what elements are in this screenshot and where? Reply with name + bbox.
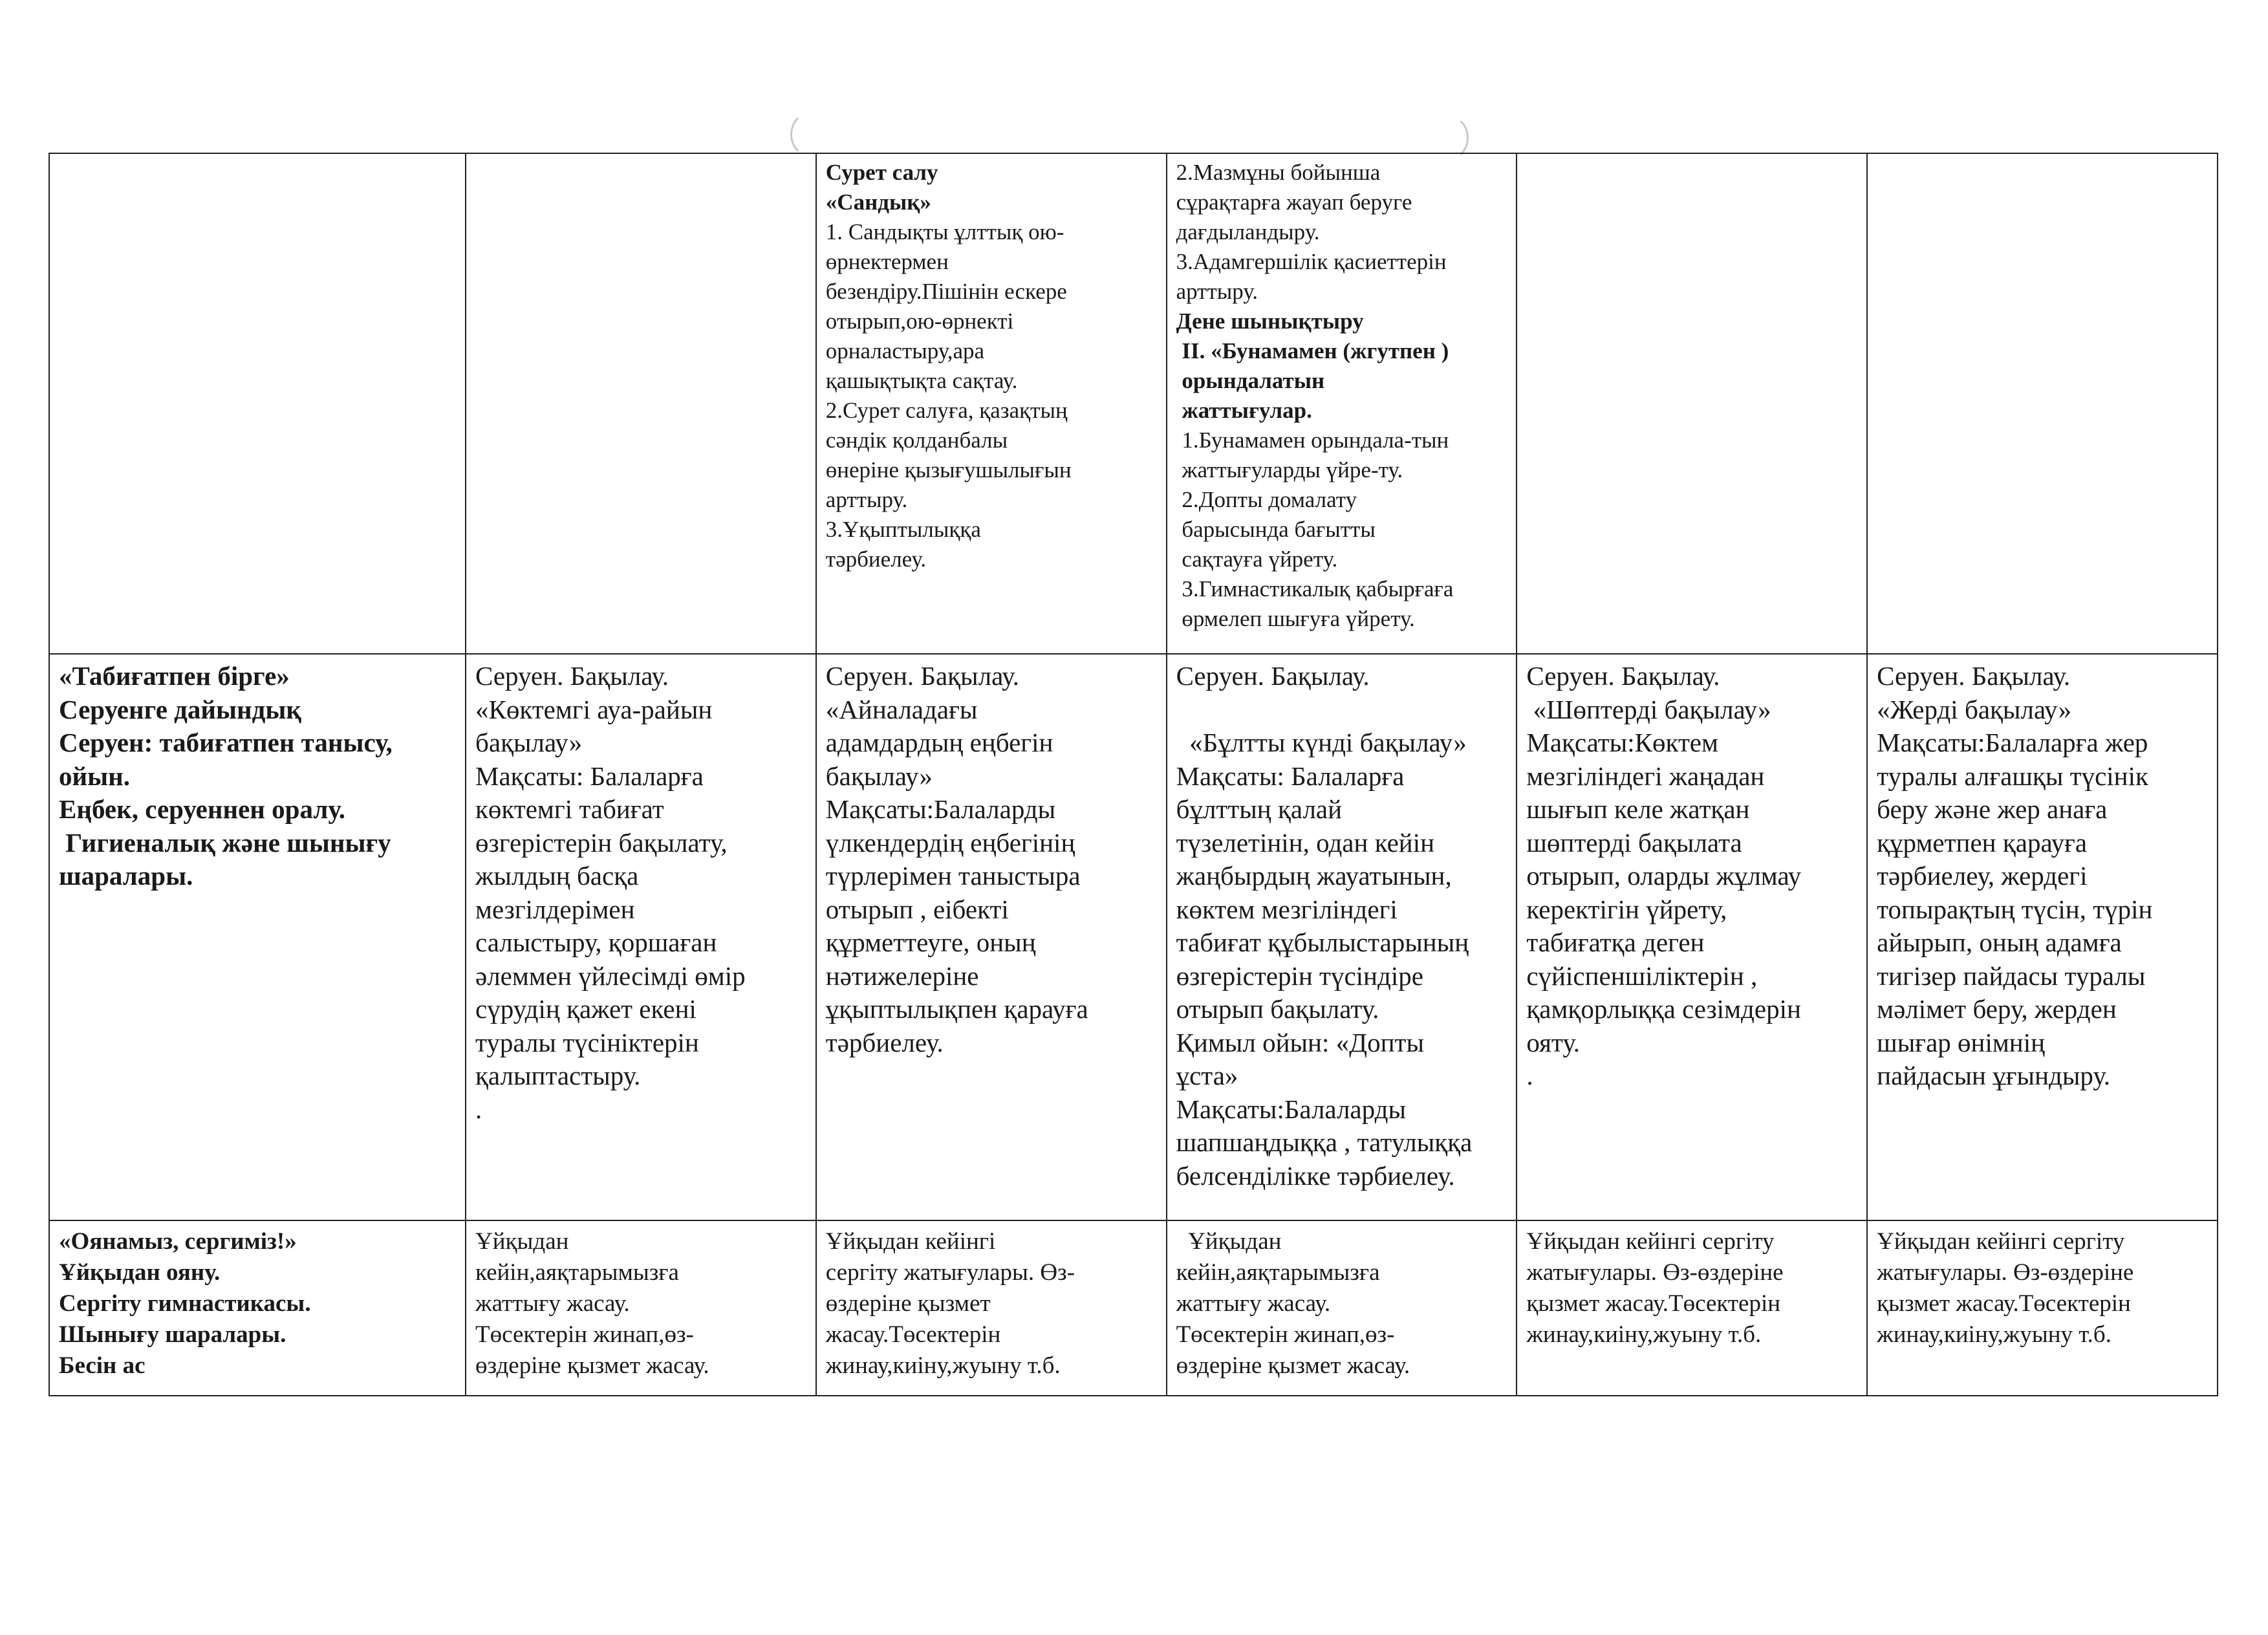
cell-text-line: мезгіліндегі жаңадан: [1526, 761, 1765, 791]
cell-text-line: отырып, оларды жұлмау: [1526, 861, 1802, 891]
cell-text-line: мәлімет беру, жерден: [1877, 994, 2117, 1024]
cell-text-line: отырып , еібекті: [825, 894, 1009, 924]
cell-text-line: «Шөптерді бақылау»: [1526, 694, 1771, 724]
cell-text-line: арттыру.: [825, 487, 908, 512]
cell-text-line: 2.Сурет салуға, қазақтың: [825, 398, 1068, 423]
cell-text-line: салыстыру, қоршаған: [475, 927, 717, 957]
cell-text-line: сүрудің қажет екені: [475, 994, 697, 1024]
cell-text-line: жаттығуларды үйре-ту.: [1176, 457, 1403, 482]
table-cell: [816, 153, 1167, 654]
cell-text-line: .: [475, 1094, 482, 1124]
cell-text-line: Төсектерін жинап,өз-: [475, 1321, 694, 1348]
cell-text-line: арттыру.: [1176, 279, 1258, 304]
cell-text-line: өздеріне қызмет жасау.: [1176, 1352, 1410, 1379]
cell-text-line: Ұйқыдан кейінгі сергіту: [1877, 1228, 2125, 1255]
cell-text-line: «Бұлтты күнді бақылау»: [1176, 728, 1467, 757]
cell-text-line: Серуенге дайындық: [59, 694, 302, 724]
cell-text-line: Мақсаты:Балаларды: [1176, 1094, 1406, 1124]
cell-text-line: жатығулары. Өз-өздеріне: [1877, 1259, 2134, 1286]
cell-text-line: өрмелеп шығуға үйрету.: [1176, 606, 1415, 631]
cell-text-line: барысында бағытты: [1176, 517, 1376, 542]
cell-text-line: .: [1526, 1061, 1533, 1090]
cell-text-line: 2.Допты домалату: [1176, 487, 1357, 512]
cell-text-line: бақылау»: [825, 761, 933, 791]
cell-text-line: өзгерістерін түсіндіре: [1176, 960, 1423, 991]
cell-text-line: ояту.: [1526, 1027, 1580, 1057]
cell-text-line: жинау,киіну,жуыну т.б.: [1526, 1321, 1762, 1348]
cell-text-line: Серуен. Бақылау.: [1877, 661, 2071, 691]
cell-text-line: Серуен. Бақылау.: [1526, 661, 1720, 691]
cell-text-line: Қимыл ойын: «Допты: [1176, 1027, 1425, 1057]
cell-text-line: бұлттың қалай: [1176, 794, 1343, 824]
cell-text-line: Серуен: табиғатпен танысу,: [59, 728, 393, 757]
punch-hole-mark-left: [790, 110, 839, 159]
cell-text-line: дағдыландыру.: [1176, 219, 1320, 244]
cell-text-line: Серуен. Бақылау.: [475, 661, 669, 691]
table-cell: [466, 654, 816, 1220]
cell-text-line: безендіру.Пішінін ескере: [825, 279, 1067, 304]
table-cell: [1867, 153, 2218, 654]
cell-text-line: Төсектерін жинап,өз-: [1176, 1321, 1395, 1348]
cell-text-line: құрметтеуге, оның: [825, 927, 1036, 957]
cell-text-line: орналастыру,ара: [825, 338, 985, 363]
cell-text-line: Сергіту гимнастикасы.: [59, 1290, 311, 1317]
cell-text-line: Бесін ас: [59, 1352, 146, 1379]
table-row-walk: [49, 654, 2218, 1220]
cell-text-line: әлеммен үйлесімді өмір: [475, 960, 746, 991]
table-cell: [466, 153, 816, 654]
cell-text-line: кейін,аяқтарымызға: [475, 1259, 679, 1286]
cell-text-line: айырып, оның адамға: [1877, 927, 2122, 957]
cell-text-line: Серуен. Бақылау.: [1176, 661, 1370, 691]
cell-text-line: сергіту жатығулары. Өз-: [825, 1259, 1075, 1286]
cell-text-line: жинау,киіну,жуыну т.б.: [1877, 1321, 2111, 1348]
cell-text-line: белсенділікке тәрбиелеу.: [1176, 1160, 1455, 1191]
cell-text-line: сұрақтарға жауап беруге: [1176, 189, 1412, 215]
cell-text-line: көктем мезгіліндегі: [1176, 894, 1398, 924]
cell-text-line: табиғатқа деген: [1526, 927, 1705, 957]
cell-text-line: қалыптастыру.: [475, 1061, 641, 1090]
cell-text-line: үлкендердің еңбегінің: [825, 827, 1075, 858]
cell-text-line: туралы түсініктерін: [475, 1027, 699, 1057]
cell-text-line: «Айналадағы: [825, 694, 978, 724]
table-cell: [1167, 153, 1517, 654]
table-cell: [1867, 654, 2218, 1220]
cell-text-line: Мақсаты: Балаларға: [1176, 761, 1405, 791]
cell-text-line: «Жерді бақылау»: [1877, 694, 2072, 724]
cell-text-line: шығып келе жатқан: [1526, 794, 1750, 824]
cell-text-line: Сурет салу: [825, 160, 938, 185]
table-cell: [816, 1220, 1167, 1396]
cell-text-line: 3.Гимнастикалық қабырғаға: [1176, 576, 1454, 601]
cell-text-line: сәндік қолданбалы: [825, 428, 1008, 453]
table-cell: [1167, 1220, 1517, 1396]
cell-text-line: тигізер пайдасы туралы: [1877, 960, 2146, 991]
cell-text-line: сақтауға үйрету.: [1176, 547, 1338, 572]
cell-text-line: табиғат құбылыстарының: [1176, 927, 1469, 957]
cell-text-line: Ұйқыдан ояну.: [59, 1259, 221, 1286]
cell-text-line: жылдың басқа: [475, 861, 639, 891]
table-row-wake-up: [49, 1220, 2218, 1396]
cell-text-line: құрметпен қарауға: [1877, 827, 2088, 858]
cell-text-line: беру және жер анаға: [1877, 794, 2108, 824]
table-cell: [49, 654, 466, 1220]
cell-text-line: «Оянамыз, сергиміз!»: [59, 1228, 297, 1255]
cell-text-line: адамдардың еңбегін: [825, 728, 1053, 757]
cell-text-line: Ұйқыдан: [475, 1228, 569, 1255]
cell-text-line: шапшаңдыққа , татулыққа: [1176, 1127, 1473, 1157]
cell-text-line: өзгерістерін бақылату,: [475, 827, 728, 858]
cell-text-line: ойын.: [59, 761, 131, 791]
cell-text-line: өздеріне қызмет жасау.: [475, 1352, 709, 1379]
cell-text-line: нәтижелеріне: [825, 960, 979, 991]
cell-text-line: «Көктемгі ауа-райын: [475, 694, 713, 724]
cell-text-line: Мақсаты:Көктем: [1526, 728, 1718, 757]
table-cell: [1167, 654, 1517, 1220]
cell-text-line: жатығулары. Өз-өздеріне: [1526, 1259, 1784, 1286]
cell-text-line: Мақсаты:Балаларды: [825, 794, 1056, 824]
cell-text-line: түзелетінін, одан кейін: [1176, 827, 1435, 858]
cell-text-line: шаралары.: [59, 861, 193, 891]
cell-text-line: Еңбек, серуеннен оралу.: [59, 794, 345, 824]
cell-text-line: тәрбиелеу.: [825, 1027, 944, 1057]
cell-text-line: мезгілдерімен: [475, 894, 635, 924]
cell-text-line: жаттығулар.: [1176, 398, 1312, 423]
table-cell: [1517, 654, 1867, 1220]
table-cell: [1517, 153, 1867, 654]
cell-text-line: Шынығу шаралары.: [59, 1321, 286, 1348]
cell-text-line: ІІ. «Бунамамен (жгутпен ): [1176, 338, 1449, 363]
table-cell: [1517, 1220, 1867, 1396]
cell-text-line: кейін,аяқтарымызға: [1176, 1259, 1380, 1286]
cell-text-line: тәрбиелеу.: [825, 547, 927, 572]
cell-text-line: [1176, 693, 1507, 727]
table-cell: [49, 1220, 466, 1396]
cell-text-line: өздеріне қызмет: [825, 1290, 991, 1317]
cell-text-line: 1. Сандықты ұлттық ою-: [825, 219, 1064, 244]
cell-text-line: Гигиеналық және шынығу: [59, 827, 391, 858]
cell-text-line: 2.Мазмұны бойынша: [1176, 160, 1381, 185]
cell-text-line: жаңбырдың жауатынын,: [1176, 861, 1452, 891]
cell-text-line: Ұйқыдан кейінгі сергіту: [1526, 1228, 1775, 1255]
cell-text-line: отырып,ою-өрнекті: [825, 309, 1014, 334]
cell-text-line: Мақсаты:Балаларға жер: [1877, 728, 2148, 757]
cell-text-line: көктемгі табиғат: [475, 794, 664, 824]
cell-text-line: 3.Адамгершілік қасиеттерін: [1176, 249, 1447, 274]
cell-text-line: Дене шынықтыру: [1176, 309, 1364, 334]
cell-text-line: бақылау»: [475, 728, 583, 757]
cell-text-line: қашықтықта сақтау.: [825, 368, 1018, 393]
cell-text-line: Ұйқыдан кейінгі: [825, 1228, 996, 1255]
table-cell: [49, 153, 466, 654]
cell-text-line: ұқыптылықпен қарауға: [825, 994, 1088, 1024]
cell-text-line: жасау.Төсектерін: [825, 1321, 1001, 1348]
cell-text-line: шығар өнімнің: [1877, 1027, 2046, 1057]
cell-text-line: «Табиғатпен бірге»: [59, 661, 290, 691]
cell-text-line: түрлерімен таныстыра: [825, 861, 1081, 891]
cell-text-line: қамқорлыққа сезімдерін: [1526, 994, 1801, 1024]
cell-text-line: шөптерді бақылата: [1526, 827, 1742, 858]
cell-text-line: өрнектермен: [825, 249, 949, 274]
daily-plan-table: [49, 153, 2218, 1396]
cell-text-line: 3.Ұқыптылыққа: [825, 517, 981, 542]
cell-text-line: жаттығу жасау.: [1176, 1290, 1331, 1317]
cell-text-line: Серуен. Бақылау.: [825, 661, 1019, 691]
table-row-activities-continued: [49, 153, 2218, 654]
cell-text-line: туралы алғашқы түсінік: [1877, 761, 2148, 791]
cell-text-line: Мақсаты: Балаларға: [475, 761, 704, 791]
cell-text-line: қызмет жасау.Төсектерін: [1877, 1290, 2131, 1317]
cell-text-line: 1.Бунамамен орындала-тын: [1176, 428, 1449, 453]
cell-text-line: Ұйқыдан: [1176, 1228, 1282, 1255]
cell-text-line: отырып бақылату.: [1176, 994, 1379, 1024]
cell-text-line: орындалатын: [1176, 368, 1325, 393]
cell-text-line: топырақтың түсін, түрін: [1877, 894, 2153, 924]
table-cell: [1867, 1220, 2218, 1396]
cell-text-line: сүйіспеншіліктерін ,: [1526, 960, 1758, 991]
cell-text-line: қызмет жасау.Төсектерін: [1526, 1290, 1781, 1317]
table-cell: [816, 654, 1167, 1220]
table-cell: [466, 1220, 816, 1396]
cell-text-line: жаттығу жасау.: [475, 1290, 630, 1317]
cell-text-line: керектігін үйрету,: [1526, 894, 1727, 924]
cell-text-line: тәрбиелеу, жердегі: [1877, 861, 2088, 891]
cell-text-line: пайдасын ұғындыру.: [1877, 1061, 2111, 1090]
cell-text-line: «Сандық»: [825, 189, 931, 215]
cell-text-line: өнеріне қызығушылығын: [825, 457, 1072, 482]
cell-text-line: жинау,киіну,жуыну т.б.: [825, 1352, 1061, 1379]
cell-text-line: ұста»: [1176, 1061, 1238, 1090]
